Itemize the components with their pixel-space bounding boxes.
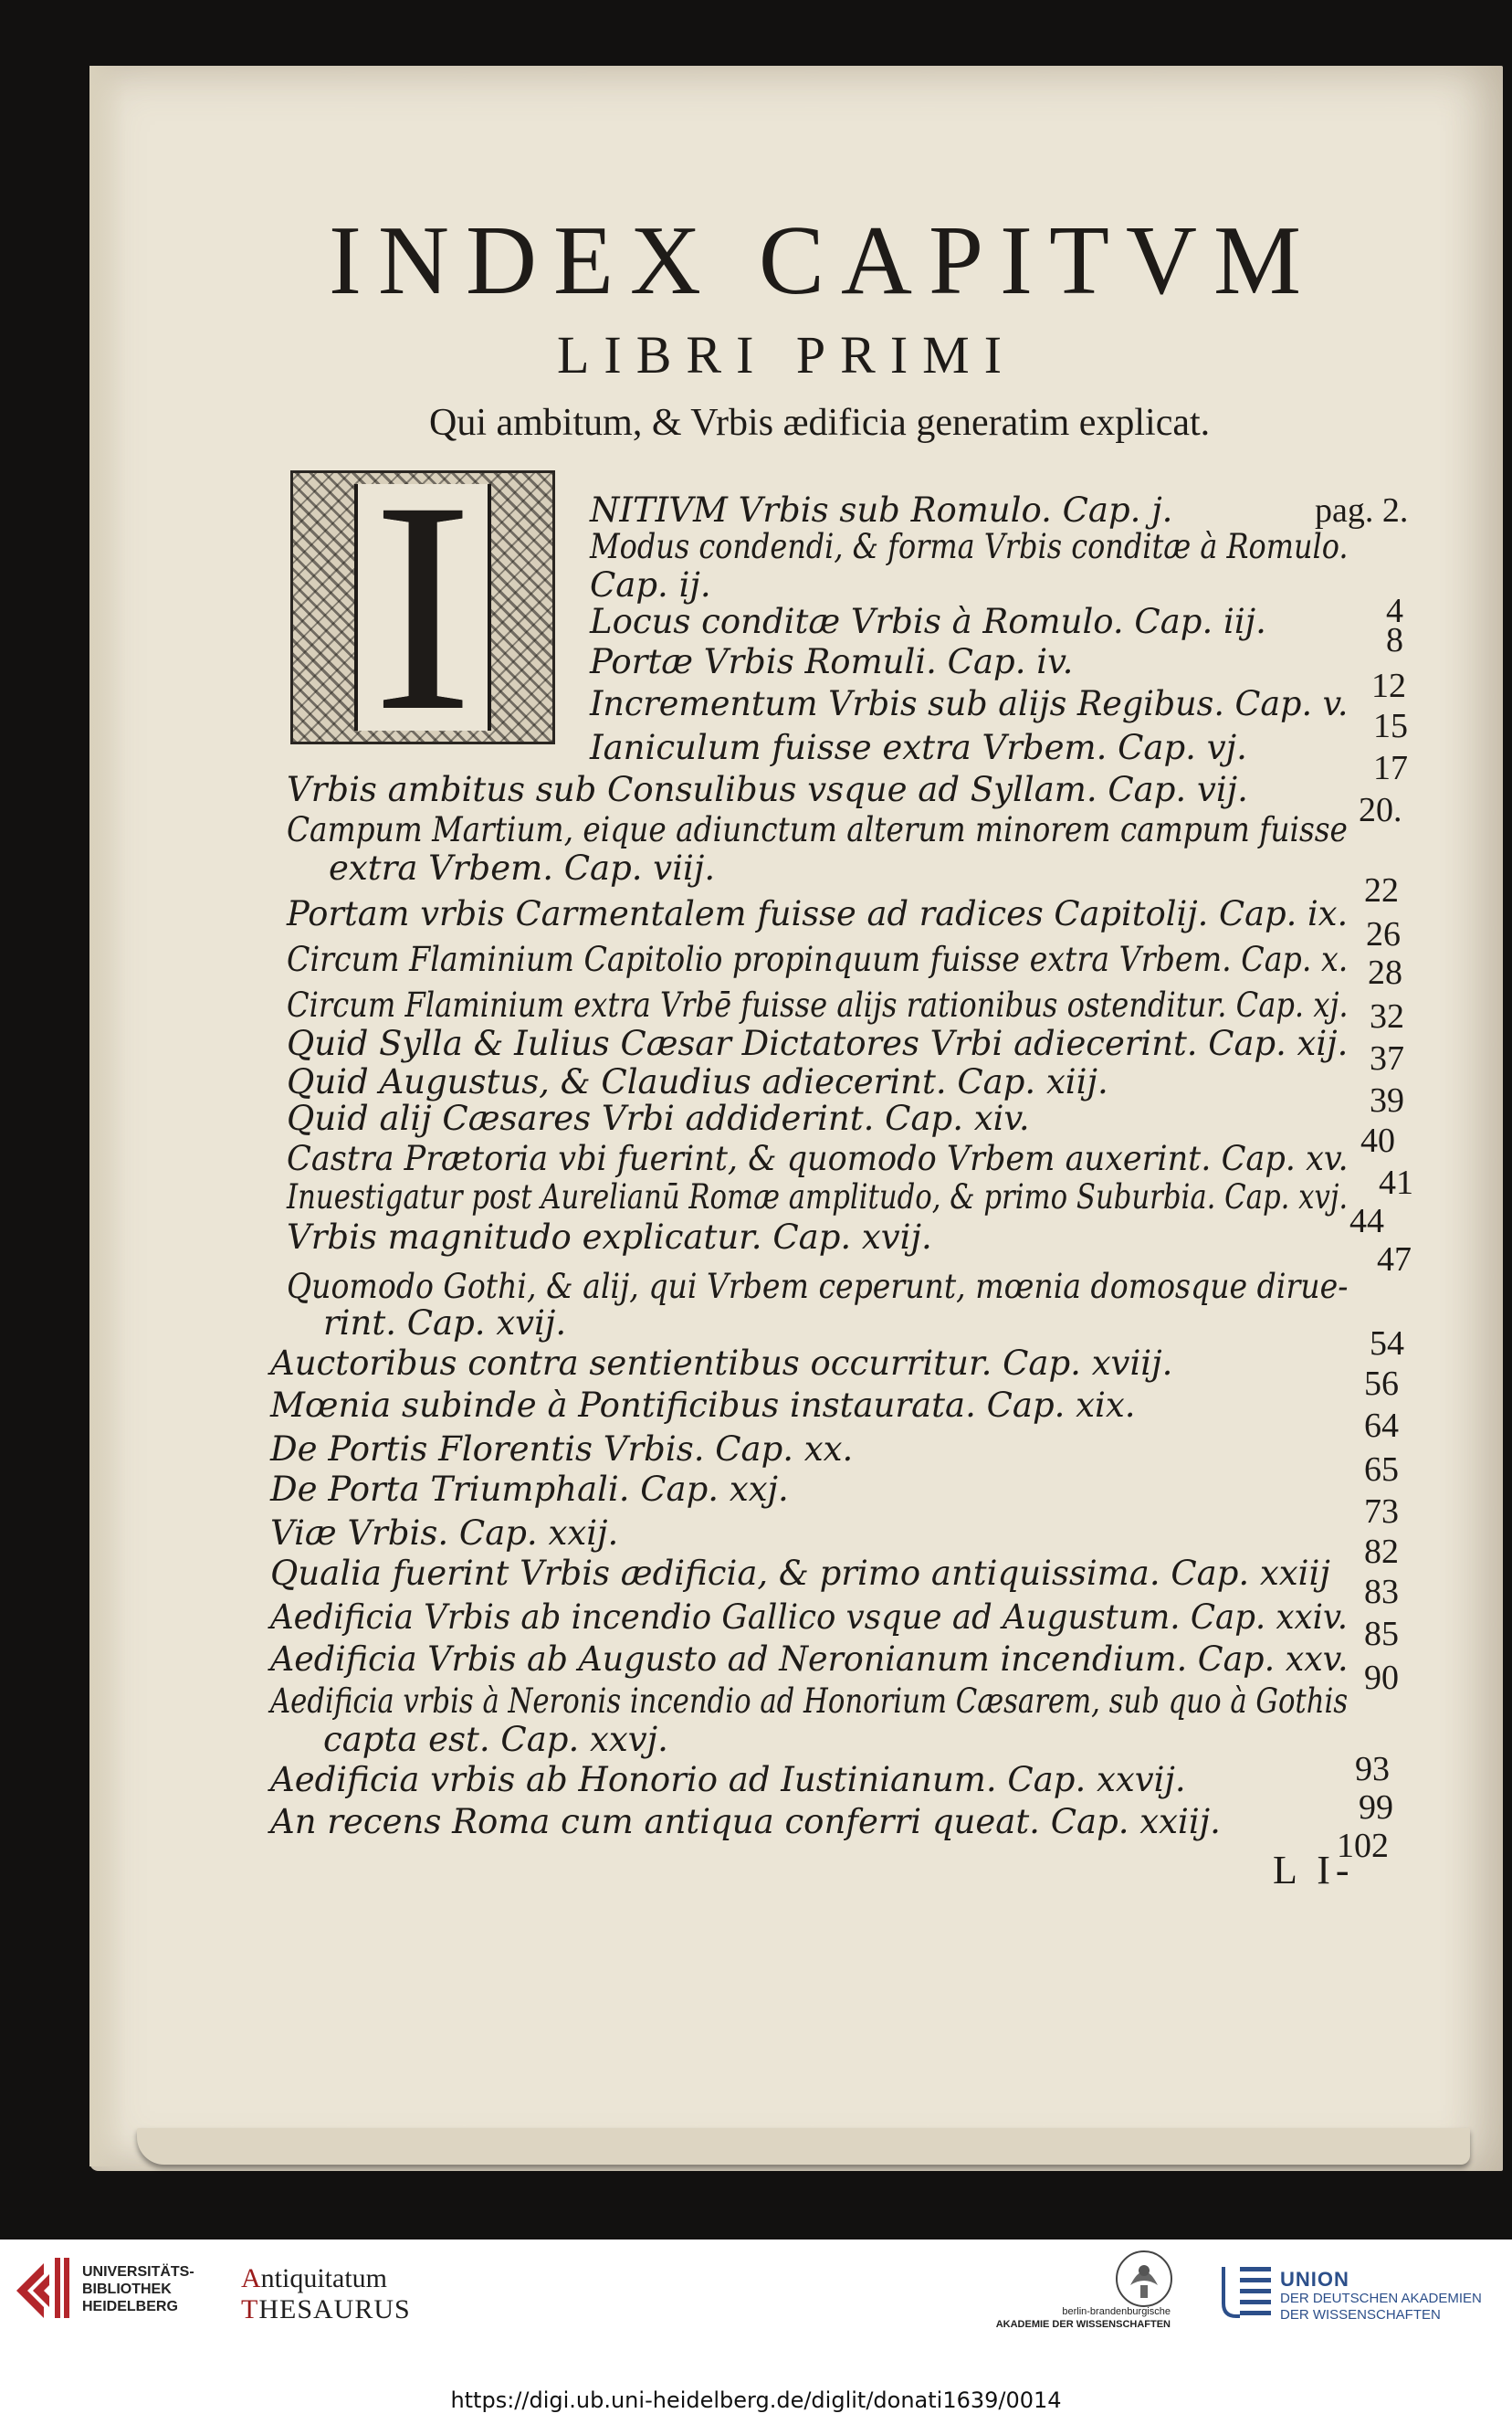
page-subtitle: LIBRI PRIMI: [557, 325, 1017, 385]
toc-page-number: 82: [1364, 1533, 1399, 1571]
toc-page-number: pag. 2.: [1315, 491, 1409, 530]
toc-entry: Quid Augustus, & Claudius adiecerint. Cap. xiij.: [287, 1062, 1108, 1101]
antiquitatum-thesaurus-logo[interactable]: Antiquitatum THESAURUS: [241, 2263, 411, 2324]
toc-entry: Quomodo Gothi, & alij, qui Vrbem ceperunt, mœnia domosque dirue-: [287, 1267, 1349, 1306]
toc-page-number: 65: [1364, 1450, 1399, 1489]
toc-page-number: 20.: [1359, 791, 1402, 829]
toc-entry: Aedificia vrbis à Neronis incendio ad Honorium Cæsarem, sub quo à Gothis: [270, 1681, 1349, 1721]
toc-entry: An recens Roma cum antiqua conferri queat. Cap. xxiij.: [270, 1802, 1221, 1841]
document-url[interactable]: https://digi.ub.uni-heidelberg.de/diglit/donati1639/0014: [450, 2387, 1062, 2413]
toc-entry: Locus conditæ Vrbis à Romulo. Cap. iij.: [590, 602, 1266, 641]
toc-entry: Circum Flaminium Capitolio propinquum fuisse extra Vrbem. Cap. x.: [287, 940, 1349, 979]
toc-entry: Aedificia vrbis ab Honorio ad Iustinianum. Cap. xxvij.: [270, 1760, 1186, 1799]
academy-seal-icon: [1112, 2249, 1176, 2309]
toc-entry: Mœnia subinde à Pontificibus instaurata. Cap. xix.: [270, 1386, 1136, 1425]
toc-page-number: 64: [1364, 1407, 1399, 1445]
toc-entry: Viæ Vrbis. Cap. xxij.: [270, 1513, 619, 1553]
academy-logo-text[interactable]: berlin-brandenburgische AKADEMIE DER WISSENSCHAFTEN: [995, 2306, 1171, 2330]
toc-entry: Modus condendi, & forma Vrbis conditæ à Romulo.: [590, 527, 1349, 566]
toc-entry: Portam vrbis Carmentalem fuisse ad radices Capitolij. Cap. ix.: [287, 894, 1349, 933]
toc-page-number: 26: [1366, 915, 1401, 954]
toc-page-number: 44: [1349, 1202, 1384, 1240]
toc-entry: rint. Cap. xvij.: [323, 1303, 567, 1343]
toc-page-number: 28: [1368, 954, 1402, 992]
toc-entry: Auctoribus contra sentientibus occurritur. Cap. xviij.: [270, 1344, 1173, 1383]
university-library-logo-text[interactable]: UNIVERSITÄTS- BIBLIOTHEK HEIDELBERG: [82, 2264, 194, 2314]
toc-entry: Inuestigatur post Aurelianū Romæ amplitudo, & primo Suburbia. Cap. xvj.: [287, 1177, 1349, 1217]
toc-page-number: 32: [1370, 997, 1404, 1036]
toc-entry: De Porta Triumphali. Cap. xxj.: [270, 1470, 789, 1509]
toc-entry: Aedificia Vrbis ab incendio Gallico vsque ad Augustum. Cap. xxiv.: [270, 1597, 1349, 1637]
toc-page-number: 12: [1371, 667, 1406, 705]
toc-entry: Aedificia Vrbis ab Augusto ad Neronianum incendium. Cap. xxv.: [270, 1639, 1349, 1679]
toc-page-number: 39: [1370, 1081, 1404, 1120]
toc-page-number: 47: [1377, 1240, 1412, 1279]
toc-entry: Ianiculum fuisse extra Vrbem. Cap. vj.: [590, 728, 1247, 767]
toc-page-number: 37: [1370, 1039, 1404, 1078]
toc-page-number: 22: [1364, 871, 1399, 910]
page-title: INDEX CAPITVM: [329, 206, 1318, 315]
toc-page-number: 73: [1364, 1492, 1399, 1531]
toc-entry: Vrbis ambitus sub Consulibus vsque ad Syllam. Cap. vij.: [287, 770, 1248, 809]
university-library-logo-icon: [16, 2254, 73, 2322]
toc-entry: De Portis Florentis Vrbis. Cap. xx.: [270, 1429, 854, 1469]
toc-page-number: 15: [1373, 707, 1408, 745]
page-description: Qui ambitum, & Vrbis ædificia generatim explicat.: [429, 402, 1211, 444]
toc-page-number: 99: [1359, 1788, 1393, 1827]
toc-entry: extra Vrbem. Cap. viij.: [329, 848, 716, 888]
union-academies-logo-text[interactable]: UNION DER DEUTSCHEN AKADEMIEN DER WISSENSCHAFTEN: [1280, 2268, 1482, 2323]
toc-entry: Campum Martium, eique adiunctum alterum minorem campum fuisse: [287, 810, 1348, 849]
toc-page-number: 102: [1337, 1827, 1389, 1865]
toc-entry: Cap. ij.: [590, 565, 711, 605]
toc-page-number: 56: [1364, 1365, 1399, 1403]
toc-page-number: 93: [1355, 1750, 1390, 1788]
catchword: L I-: [1273, 1848, 1355, 1892]
toc-entry: Castra Prætoria vbi fuerint, & quomodo Vrbem auxerint. Cap. xv.: [287, 1139, 1349, 1178]
toc-entry: Incrementum Vrbis sub alijs Regibus. Cap. v.: [590, 684, 1349, 723]
toc-page-number: 54: [1370, 1324, 1404, 1363]
toc-page-number: 41: [1379, 1164, 1413, 1202]
toc-entry: capta est. Cap. xxvj.: [323, 1720, 668, 1759]
toc-page-number: 90: [1364, 1659, 1399, 1697]
toc-page-number: 4: [1386, 592, 1403, 630]
toc-page-number: 8: [1386, 621, 1403, 659]
toc-entry: NITIVM Vrbis sub Romulo. Cap. j.: [590, 490, 1173, 530]
toc-page-number: 85: [1364, 1615, 1399, 1653]
toc-page-number: 17: [1373, 749, 1408, 787]
toc-entry: Circum Flaminium extra Vrbē fuisse alijs rationibus ostenditur. Cap. xj.: [287, 985, 1349, 1025]
union-academies-logo-icon: [1220, 2261, 1275, 2322]
initial-letter: I: [293, 473, 552, 742]
toc-page-number: 40: [1360, 1122, 1395, 1160]
toc-entry: Portæ Vrbis Romuli. Cap. iv.: [590, 642, 1074, 681]
toc-entry: Qualia fuerint Vrbis ædificia, & primo antiquissima. Cap. xxiij: [270, 1554, 1330, 1593]
toc-entry: Vrbis magnitudo explicatur. Cap. xvij.: [287, 1217, 932, 1257]
toc-entry: Quid alij Cæsares Vrbi addiderint. Cap. xiv.: [287, 1099, 1030, 1138]
toc-page-number: 83: [1364, 1573, 1399, 1611]
toc-entry: Quid Sylla & Iulius Cæsar Dictatores Vrbi adiecerint. Cap. xij.: [287, 1024, 1349, 1063]
